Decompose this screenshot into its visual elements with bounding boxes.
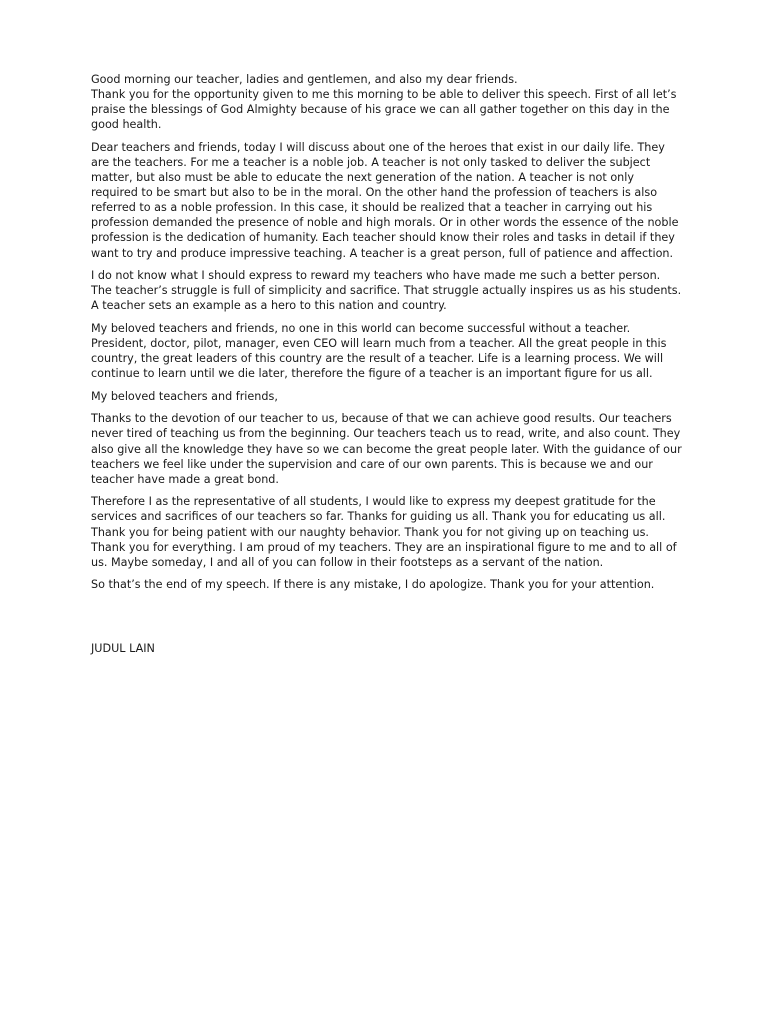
text-line: continue to learn until we die later, therefore the figure of a teacher is an important figure for us all. bbox=[91, 367, 653, 381]
paragraph-gratitude bbox=[91, 494, 683, 569]
speech-body bbox=[91, 72, 683, 600]
text-line: Good morning our teacher, ladies and gentlemen, and also my dear friends. bbox=[91, 73, 518, 86]
text-line: us. Maybe someday, I and all of you can follow in their footsteps as a servant of the nation. bbox=[91, 555, 604, 569]
text-line: also give all the knowledge they have so we can become the great people later. With the guidance of our bbox=[91, 442, 682, 456]
text-line: The teacher’s struggle is full of simplicity and sacrifice. That struggle actually inspires us as his students. bbox=[91, 284, 682, 298]
text-line: required to be smart but also to be in the moral. On the other hand the profession of teachers is also bbox=[91, 186, 658, 200]
text-line: matter, but also must be able to educate the next generation of the nation. A teacher is not only bbox=[91, 171, 634, 185]
text-line: good health. bbox=[91, 118, 162, 132]
paragraph-reward bbox=[91, 268, 683, 313]
paragraph-greeting bbox=[91, 72, 683, 132]
text-line: are the teachers. For me a teacher is a noble job. A teacher is not only tasked to deliver the subject bbox=[91, 155, 651, 169]
text-line: My beloved teachers and friends, no one in this world can become successful without a teacher. bbox=[91, 321, 631, 335]
text-line: teachers we feel like under the supervision and care of our own parents. This is because we and our bbox=[91, 457, 653, 471]
text-line: Dear teachers and friends, today I will discuss about one of the heroes that exist in our daily life. They bbox=[91, 140, 665, 154]
text-line: Thank you for everything. I am proud of my teachers. They are an inspirational figure to me and to all of bbox=[91, 540, 677, 554]
text-line: teacher have made a great bond. bbox=[91, 472, 279, 486]
text-line: profession is the dedication of humanity. Each teacher should know their roles and tasks in detail if they bbox=[91, 231, 675, 245]
text-line: want to try and produce impressive teaching. A teacher is a great person, full of patience and affection. bbox=[91, 246, 674, 260]
text-line: So that’s the end of my speech. If there is any mistake, I do apologize. Thank you for your attention. bbox=[91, 578, 655, 592]
text-line: My beloved teachers and friends, bbox=[91, 389, 278, 403]
signature-text: JUDUL LAIN bbox=[91, 642, 155, 655]
paragraph-success bbox=[91, 321, 683, 381]
text-line: Therefore I as the representative of all students, I would like to express my deepest gratitude for the bbox=[91, 495, 656, 509]
text-line: Thank you for being patient with our naughty behavior. Thank you for not giving up on teaching us. bbox=[91, 525, 649, 539]
text-line: country, the great leaders of this country are the result of a teacher. Life is a learning process. We will bbox=[91, 352, 664, 366]
text-line: praise the blessings of God Almighty because of his grace we can all gather together on this day in the bbox=[91, 103, 670, 117]
paragraph-address bbox=[91, 389, 683, 404]
text-line: services and sacrifices of our teachers so far. Thanks for guiding us all. Thank you for educating us all. bbox=[91, 510, 666, 524]
text-line: referred to as a noble profession. In this case, it should be realized that a teacher in carrying out his bbox=[91, 201, 653, 215]
text-line: never tired of teaching us from the beginning. Our teachers teach us to read, write, and also count. They bbox=[91, 427, 681, 441]
text-line: profession demanded the presence of noble and high morals. Or in other words the essence of the noble bbox=[91, 216, 679, 230]
text-line: Thank you for the opportunity given to me this morning to be able to deliver this speech. First of all let’s bbox=[91, 88, 677, 102]
text-line: President, doctor, pilot, manager, even CEO will learn much from a teacher. All the great people in this bbox=[91, 337, 667, 350]
paragraph-devotion bbox=[91, 411, 683, 486]
text-line: I do not know what I should express to reward my teachers who have made me such a better person. bbox=[91, 269, 661, 283]
text-line: Thanks to the devotion of our teacher to us, because of that we can achieve good results. Our teachers bbox=[91, 412, 672, 426]
paragraph-teachers-intro bbox=[91, 140, 683, 261]
text-line: A teacher sets an example as a hero to this nation and country. bbox=[91, 299, 447, 313]
paragraph-closing bbox=[91, 577, 683, 592]
